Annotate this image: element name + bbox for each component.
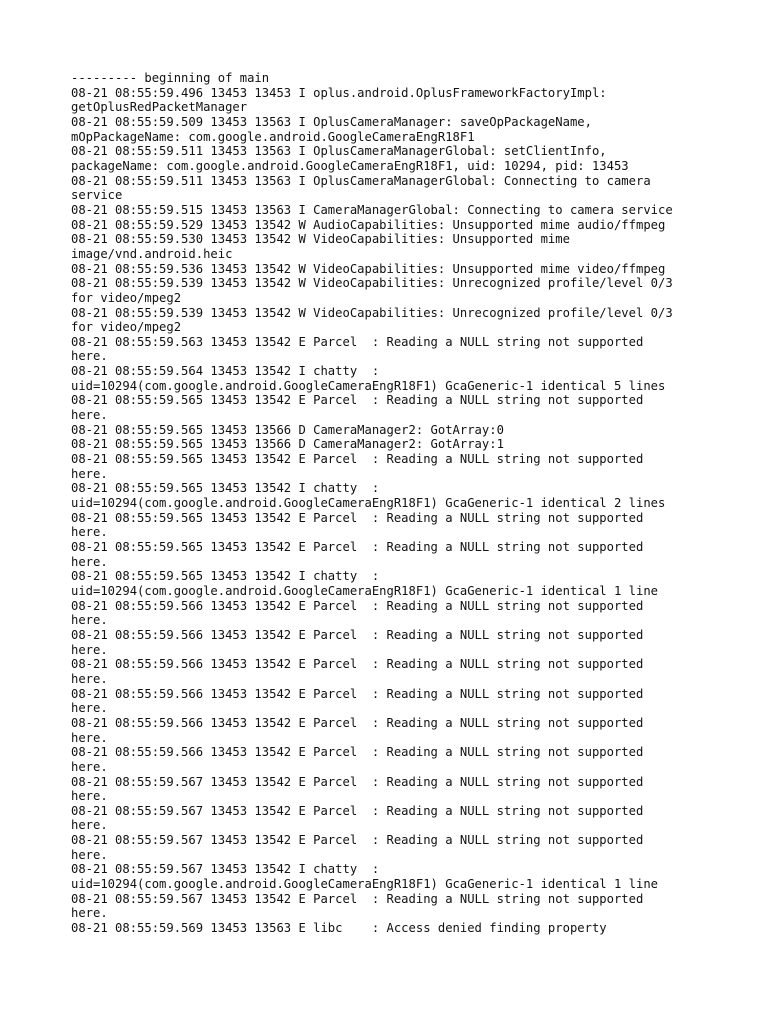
- log-line: here.: [71, 789, 108, 804]
- log-line: 08-21 08:55:59.566 13453 13542 E Parcel : Reading a NULL string not supported: [71, 715, 644, 730]
- log-line: 08-21 08:55:59.566 13453 13542 E Parcel : Reading a NULL string not supported: [71, 686, 644, 701]
- log-line: 08-21 08:55:59.565 13453 13542 E Parcel : Reading a NULL string not supported: [71, 510, 644, 525]
- log-line: --------- beginning of main: [71, 71, 270, 85]
- log-line: 08-21 08:55:59.536 13453 13542 W VideoCapabilities: Unsupported mime video/ffmpeg: [71, 261, 666, 276]
- log-line: 08-21 08:55:59.567 13453 13542 I chatty :: [71, 862, 380, 877]
- log-line: 08-21 08:55:59.511 13453 13563 I OplusCameraManagerGlobal: Connecting to camera: [71, 173, 651, 188]
- log-line: 08-21 08:55:59.566 13453 13542 E Parcel : Reading a NULL string not supported: [71, 627, 644, 642]
- log-line: 08-21 08:55:59.565 13453 13566 D CameraManager2: GotArray:0: [71, 422, 504, 437]
- log-line: 08-21 08:55:59.565 13453 13542 E Parcel : Reading a NULL string not supported: [71, 452, 644, 467]
- log-line: here.: [71, 466, 108, 481]
- log-line: service: [71, 188, 123, 203]
- log-line: 08-21 08:55:59.529 13453 13542 W AudioCapabilities: Unsupported mime audio/ffmpeg: [71, 217, 666, 232]
- log-line: 08-21 08:55:59.496 13453 13453 I oplus.android.OplusFrameworkFactoryImpl:: [71, 85, 607, 100]
- log-line: here.: [71, 730, 108, 745]
- log-line: here.: [71, 613, 108, 628]
- log-line: 08-21 08:55:59.515 13453 13563 I CameraManagerGlobal: Connecting to camera service: [71, 202, 673, 217]
- log-line: here.: [71, 525, 108, 540]
- log-line: here.: [71, 906, 108, 921]
- log-line: getOplusRedPacketManager: [71, 100, 248, 115]
- log-line: uid=10294(com.google.android.GoogleCameraEngR18F1) GcaGeneric-1 identical 1 line: [71, 583, 658, 598]
- log-line: 08-21 08:55:59.567 13453 13542 E Parcel : Reading a NULL string not supported: [71, 833, 644, 848]
- log-line: 08-21 08:55:59.565 13453 13542 E Parcel : Reading a NULL string not supported: [71, 393, 644, 408]
- log-line: here.: [71, 554, 108, 569]
- log-line: 08-21 08:55:59.566 13453 13542 E Parcel : Reading a NULL string not supported: [71, 598, 644, 613]
- log-line: 08-21 08:55:59.565 13453 13542 I chatty :: [71, 481, 380, 496]
- log-line: for video/mpeg2: [71, 290, 182, 305]
- log-line: 08-21 08:55:59.567 13453 13542 E Parcel : Reading a NULL string not supported: [71, 891, 644, 906]
- log-line: packageName: com.google.android.GoogleCameraEngR18F1, uid: 10294, pid: 13453: [71, 158, 629, 173]
- log-line: here.: [71, 642, 108, 657]
- log-line: 08-21 08:55:59.567 13453 13542 E Parcel : Reading a NULL string not supported: [71, 774, 644, 789]
- log-line: 08-21 08:55:59.511 13453 13563 I OplusCameraManagerGlobal: setClientInfo,: [71, 144, 607, 159]
- log-line: 08-21 08:55:59.509 13453 13563 I OplusCameraManager: saveOpPackageName,: [71, 114, 592, 129]
- log-line: here.: [71, 408, 108, 423]
- log-line: here.: [71, 818, 108, 833]
- log-line: mOpPackageName: com.google.android.GoogleCameraEngR18F1: [71, 129, 475, 144]
- log-line: 08-21 08:55:59.564 13453 13542 I chatty :: [71, 364, 380, 379]
- log-line: 08-21 08:55:59.563 13453 13542 E Parcel : Reading a NULL string not supported: [71, 334, 644, 349]
- log-line: here.: [71, 759, 108, 774]
- log-line: 08-21 08:55:59.539 13453 13542 W VideoCapabilities: Unrecognized profile/level 0/3: [71, 276, 673, 291]
- log-line: 08-21 08:55:59.567 13453 13542 E Parcel : Reading a NULL string not supported: [71, 803, 644, 818]
- log-line: here.: [71, 701, 108, 716]
- log-line: 08-21 08:55:59.565 13453 13566 D CameraManager2: GotArray:1: [71, 437, 504, 452]
- log-line: 08-21 08:55:59.565 13453 13542 I chatty :: [71, 569, 380, 584]
- log-line: here.: [71, 847, 108, 862]
- log-line: 08-21 08:55:59.530 13453 13542 W VideoCapabilities: Unsupported mime: [71, 232, 570, 247]
- log-line: 08-21 08:55:59.565 13453 13542 E Parcel : Reading a NULL string not supported: [71, 540, 644, 554]
- log-line: 08-21 08:55:59.566 13453 13542 E Parcel : Reading a NULL string not supported: [71, 745, 644, 760]
- log-line: image/vnd.android.heic: [71, 246, 233, 261]
- logcat-text: [71, 71, 711, 936]
- log-line: uid=10294(com.google.android.GoogleCameraEngR18F1) GcaGeneric-1 identical 1 line: [71, 877, 658, 892]
- log-line: 08-21 08:55:59.539 13453 13542 W VideoCapabilities: Unrecognized profile/level 0/3: [71, 305, 673, 320]
- log-line: for video/mpeg2: [71, 320, 182, 335]
- log-line: here.: [71, 671, 108, 686]
- log-line: 08-21 08:55:59.569 13453 13563 E libc : Access denied finding property: [71, 921, 607, 936]
- log-line: 08-21 08:55:59.566 13453 13542 E Parcel : Reading a NULL string not supported: [71, 657, 644, 672]
- log-line: here.: [71, 349, 108, 364]
- log-line: uid=10294(com.google.android.GoogleCameraEngR18F1) GcaGeneric-1 identical 5 lines: [71, 378, 666, 393]
- log-line: uid=10294(com.google.android.GoogleCameraEngR18F1) GcaGeneric-1 identical 2 lines: [71, 496, 666, 511]
